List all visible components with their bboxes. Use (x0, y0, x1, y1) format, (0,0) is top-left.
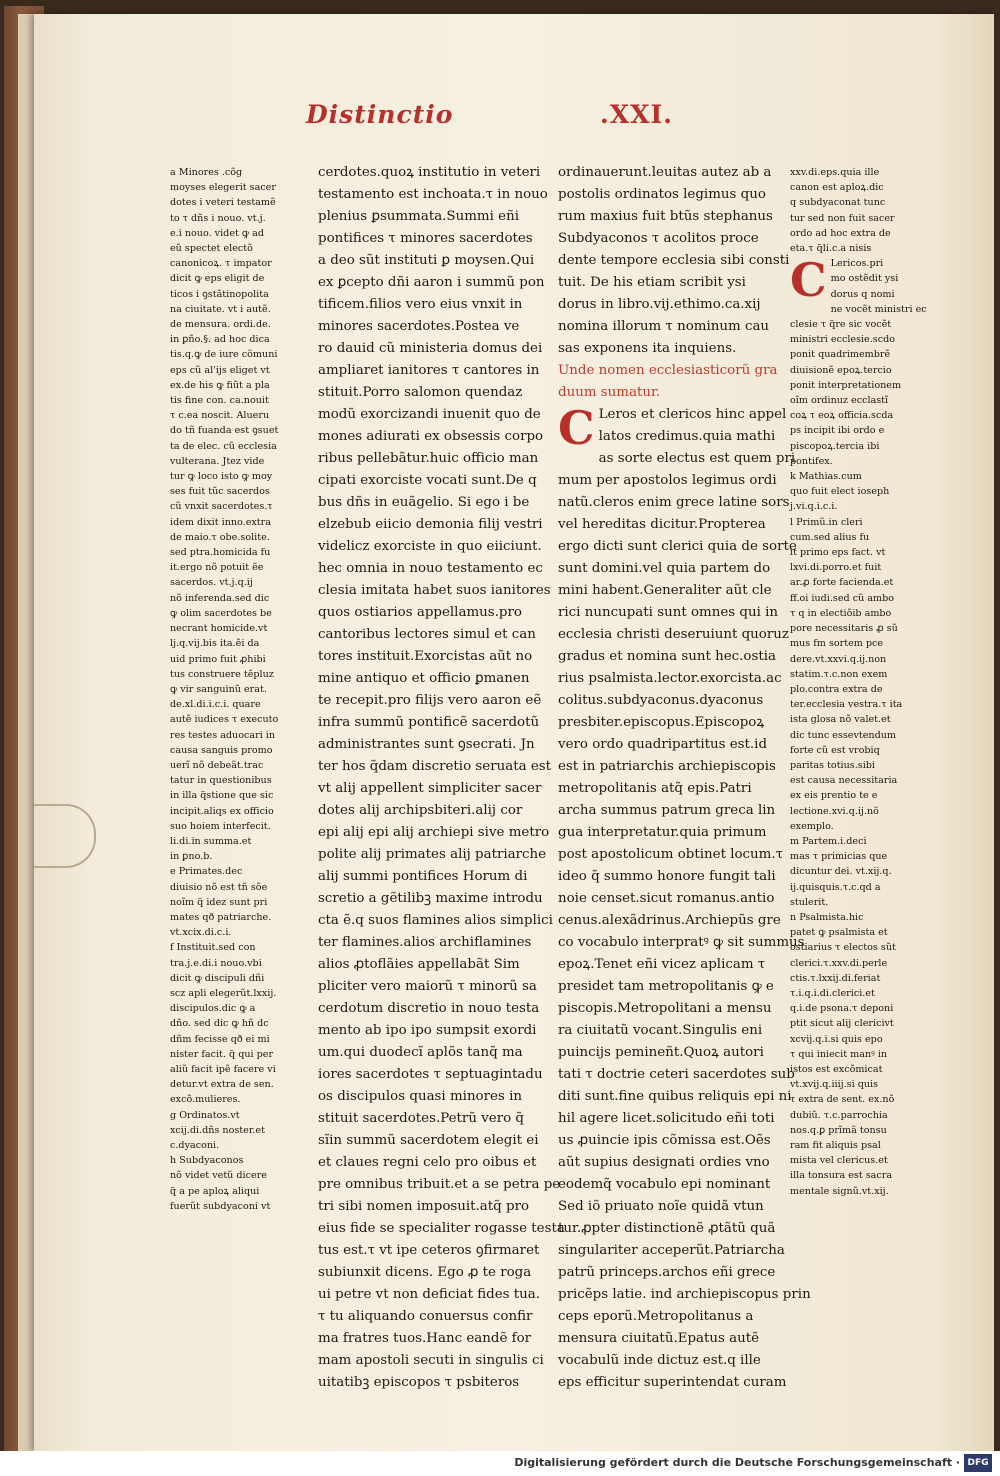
text-line: videlicz exorciste in quo eiiciunt. (318, 539, 542, 554)
gloss-line: dñm fecisse qð ei mi (170, 1033, 270, 1045)
text-line: ter hos q̃dam discretio seruata est (318, 759, 551, 774)
text-line: tus est.τ vt ipe ceteros ꝯfirmaret (318, 1243, 540, 1258)
text-line: sas exponens ita inquiens. (558, 341, 737, 356)
text-line: diti sunt.fine quibus reliquis epi ni (558, 1089, 792, 1104)
text-line: ecclesia christi deseruiunt quoruz (558, 627, 789, 642)
gloss-line: to τ dñs i nouo. vt.j. (170, 212, 266, 224)
gloss-line: mista vel clericus.et (790, 1155, 888, 1167)
text-line: ceps eporũ.Metropolitanus a (558, 1309, 754, 1324)
text-line: Subdyaconos τ acolitos proce (558, 231, 759, 246)
text-line: ideo q̃ summo honore fungit tali (558, 869, 776, 884)
gloss-line: ticos i ꝯstãtinopolita (170, 288, 269, 300)
text-line: minores sacerdotes.Postea ve (318, 319, 520, 334)
footer-bar (0, 1451, 1000, 1476)
text-line: testamento est inchoata.τ in nouo (318, 187, 548, 202)
gloss-line: eũ spectet electõ (170, 243, 253, 255)
gloss-line: l Primũ.in cleri (790, 516, 863, 528)
text-line: metropolitanis atq̃ epis.Patri (558, 781, 752, 796)
gloss-line: de mensura. ordi.de. (170, 319, 271, 331)
gloss-line: statim.τ.c.non exem (790, 668, 888, 680)
gloss-line: τ c.ea noscit. Alueru (170, 410, 270, 422)
text-line: cerdotes.quoꝝ institutio in veteri (318, 165, 541, 180)
gloss-line: tur sed non fuit sacer (790, 212, 895, 224)
gloss-line: patet ꝙ psalmista et (790, 927, 888, 939)
text-line: as sorte electus est quem pri (598, 451, 796, 466)
text-line: archa summus patrum greca lin (558, 803, 776, 818)
text-line: mensura ciuitatũ.Epatus autẽ (558, 1331, 760, 1346)
text-line: um.qui duodecĩ aplõs tanq̃ ma (318, 1045, 523, 1060)
gloss-line: diuisio nõ est tñ sõe (170, 881, 268, 893)
gloss-line: idem dixit inno.extra (170, 516, 271, 528)
gloss-line: ij.quisquis.τ.c.qd a (790, 881, 881, 893)
text-line: tificem.filios vero eius vnxit in (318, 297, 523, 312)
gloss-line: xcij.di.dñs noster.et (170, 1124, 265, 1136)
text-line: nomina illorum τ nominum cau (558, 319, 770, 334)
gloss-line: ponit quadrimembrẽ (790, 349, 891, 361)
text-line: vero ordo quadripartitus est.id (558, 737, 768, 752)
text-line: scretio a gẽtilibꝫ maxime introdu (318, 891, 543, 906)
gloss-line: de.xl.di.i.c.i. quare (170, 699, 261, 711)
gloss-line: ꝙ olim sacerdotes be (170, 607, 272, 619)
gloss-line: fuerũt subdyaconi vt (170, 1200, 271, 1212)
rubric-heading (558, 360, 780, 404)
gloss-line: incipit.aliqs ex officio (170, 805, 274, 817)
gloss-line: li.di.in summa.et (170, 835, 252, 847)
gloss-line: τ extra de sent. ex.nõ (790, 1094, 895, 1106)
text-line: quos ostiarios appellamus.pro (318, 605, 522, 620)
text-line: os discipulos quasi minores in (318, 1089, 522, 1104)
running-head-right: .XXI. (600, 100, 673, 129)
binding-thread (34, 804, 96, 868)
gloss-line: exemplo. (790, 820, 834, 832)
text-line: eodemq̃ vocabulo epi nominant (558, 1177, 771, 1192)
text-line: cta ẽ.q suos flamines alios simplici (318, 913, 553, 928)
text-line: tuit. De his etiam scribit ysi (558, 275, 746, 290)
text-line: ribus pellebãtur.huic officio man (318, 451, 539, 466)
gloss-line: stulerit. (790, 896, 829, 908)
gloss-line: forte cũ est vrobiq (790, 744, 880, 756)
gloss-line: e.i nouo. videt ꝙ ad (170, 227, 265, 239)
gloss-line: mas τ primicias que (790, 851, 888, 863)
text-line: tores instituit.Exorcistas aũt no (318, 649, 533, 664)
gloss-line: ꝙ vir sanguinũ erat. (170, 683, 267, 695)
gloss-line: k Mathias.cum (790, 471, 862, 483)
text-line: epoꝝ.Tenet eñi vicez aplicam τ (558, 957, 766, 972)
text-line: presidet tam metropolitanis ꝙ e (558, 979, 774, 994)
text-line: aũt supius designati ordies vno (558, 1155, 770, 1170)
gloss-line: discipulos.dic ꝙ a (170, 1003, 256, 1015)
text-line: presbiter.episcopus.Episcopoꝝ (558, 715, 765, 730)
gloss-line: n Psalmista.hic (790, 911, 864, 923)
text-line: pricẽps latie. ind archiepiscopus prin (558, 1287, 811, 1302)
rubric-line: Unde nomen ecclesiasticorũ gra (558, 363, 778, 378)
gloss-line: dicit ꝙ eps eligit de (170, 273, 265, 285)
text-line: cerdotum discretio in nouo testa (318, 1001, 540, 1016)
text-line: pre omnibus tribuit.et a se petra pe (318, 1177, 561, 1192)
gloss-line: pore necessitaris ꝓ sũ (790, 623, 898, 635)
text-line: vocabulũ inde dictuz est.q ille (558, 1353, 761, 1368)
gloss-line: ff.oi iudi.sed cũ ambo (790, 592, 895, 604)
text-line: gradus et nomina sunt hec.ostia (558, 649, 777, 664)
text-line: a deo sũt instituti ꝑ moysen.Qui (318, 253, 535, 268)
text-line: tati τ doctrie ceteri sacerdotes sub (558, 1067, 795, 1082)
text-line: administrantes sunt ꝯsecrati. Jn (318, 737, 535, 752)
text-line: vt alij appellent simpliciter sacer (318, 781, 542, 796)
text-line: colitus.subdyaconus.dyaconus (558, 693, 764, 708)
running-head-left: Distinctio (306, 100, 454, 129)
gloss-line: causa sanguis promo (170, 744, 273, 756)
gloss-line: clerici.τ.xxv.di.perle (790, 957, 888, 969)
gloss-line: istos est excõmicat (790, 1063, 883, 1075)
gloss-line: ex.de his ꝙ fiũt a pla (170, 379, 270, 391)
gloss-line: vulterana. Jtez vide (170, 455, 265, 467)
gloss-line: nõ inferenda.sed dic (170, 592, 270, 604)
gloss-line: detur.vt extra de sen. (170, 1079, 274, 1091)
gloss-line: aliũ facit ipẽ facere vi (170, 1063, 276, 1075)
text-line: ma fratres tuos.Hanc eandẽ for (318, 1331, 532, 1346)
text-line: rum maxius fuit btũs stephanus (558, 209, 773, 224)
gloss-line: it.ergo nõ potuit ẽe (170, 562, 264, 574)
gloss-line: canonicoꝝ. τ impator (170, 258, 272, 270)
gloss-line: oĩm ordinuz ecclastĩ (790, 395, 889, 407)
gloss-line: dere.vt.xxvi.q.ij.non (790, 653, 887, 665)
gloss-line: nister facit. q̃ qui per (170, 1048, 274, 1060)
gloss-line: ps incipit ibi ordo e (790, 425, 885, 437)
gloss-line: ses fuit tũc sacerdos (170, 486, 270, 498)
text-line: dorus in libro.vij.ethimo.ca.xij (558, 297, 761, 312)
gloss-line: Lericos.pri (830, 258, 884, 270)
gloss-line: f Instituit.sed con (170, 942, 256, 954)
gloss-line: plo.contra extra de (790, 683, 883, 695)
gloss-line: τ q in electiõib ambo (790, 607, 892, 619)
text-line: vel hereditas dicitur.Propterea (558, 517, 766, 532)
text-line: piscopis.Metropolitani a mensu (558, 1001, 772, 1016)
text-line: plenius ꝑsummata.Summi eñi (318, 209, 519, 224)
gloss-line: cum.sed alius fu (790, 531, 870, 543)
gloss-line: tus construere tẽpluz (170, 668, 274, 680)
text-line: cantoribus lectores simul et can (318, 627, 536, 642)
text-line: eius fide se specialiter rogasse testa (318, 1221, 565, 1236)
text-line: singulariter acceperũt.Patriarcha (558, 1243, 785, 1258)
gloss-column-right (790, 165, 927, 1199)
gloss-line: paritas totius.sibi (790, 759, 875, 771)
gloss-line: ter.ecclesia vestra.τ ita (790, 699, 903, 711)
text-line: elzebub eiicio demonia filij vestri (318, 517, 543, 532)
text-line: modũ exorcizandi inuenit quo de (318, 407, 541, 422)
text-line: dente tempore ecclesia sibi consti (558, 253, 790, 268)
text-line: rici nuncupati sunt omnes qui in (558, 605, 779, 620)
dfg-logo: DFG (964, 1454, 992, 1472)
gloss-column-right-body (790, 253, 927, 1199)
gloss-line: mates qð patriarche. (170, 911, 272, 923)
text-line: tri sibi nomen imposuit.atq̃ pro (318, 1199, 530, 1214)
gloss-line: mus fm sortem pce (790, 638, 884, 650)
gloss-line: res testes aduocari in (170, 729, 276, 741)
text-line: mini habent.Generaliter aũt cle (558, 583, 772, 598)
gloss-line: c.dyaconi. (170, 1140, 220, 1151)
text-line: te recepit.pro filijs vero aaron eẽ (318, 693, 542, 708)
text-line: post apostolicum obtinet locum.τ (558, 847, 784, 862)
gloss-line: g Ordinatos.vt (170, 1109, 240, 1121)
text-line: subiunxit dicens. Ego ꝓ te roga (318, 1265, 532, 1280)
text-line: ergo dicti sunt clerici quia de sorte (558, 539, 797, 554)
text-line: et claues regni celo pro oibus et (318, 1155, 537, 1170)
text-line: ex ꝑcepto dñi aaron i summũ pon (318, 275, 545, 290)
text-line: Leros et clericos hinc appel (598, 407, 787, 422)
gloss-line: autẽ iudices τ executo (170, 714, 279, 726)
gloss-line: mentale signũ.vt.xij. (790, 1185, 889, 1197)
gloss-line: ram fit aliquis psal (790, 1140, 881, 1151)
gloss-line: excõ.mulieres. (170, 1094, 241, 1106)
gloss-line: noĩm q̃ idez sunt pri (170, 896, 268, 908)
gloss-line: tis fine con. ca.nouit (170, 395, 269, 407)
text-line: est in patriarchis archiepiscopis (558, 759, 776, 774)
gloss-line: sacerdos. vt.j.q.ij (170, 577, 253, 589)
text-line: co vocabulo interpratꝰ ꝙ sit summus (558, 935, 805, 950)
text-line: eps efficitur superintendat curam (558, 1375, 787, 1390)
text-line: hec omnia in nouo testamento ec (318, 561, 543, 576)
text-line: noie censet.sicut romanus.antio (558, 891, 775, 906)
gloss-line: xcvij.q.i.si quis epo (790, 1033, 883, 1045)
text-line: sĩin summũ sacerdotem elegit ei (318, 1133, 539, 1148)
gloss-line: sed ptra.homicida fu (170, 547, 271, 559)
gloss-column-right-top (790, 165, 912, 256)
text-line: cipati exorciste vocati sunt.De q (318, 473, 537, 488)
gloss-line: dorus q nomi (830, 288, 895, 300)
text-line: stituit sacerdotes.Petrũ vero q̃ (318, 1111, 524, 1126)
gloss-line: uerĩ nõ debeãt.trac (170, 759, 264, 771)
gloss-line: lj.q.vij.bis ita.ẽi da (170, 638, 260, 650)
gloss-line: in ꝑno.b. (170, 851, 213, 863)
gloss-line: j.vi.q.i.c.i. (790, 501, 838, 513)
text-line: cenus.alexãdrinus.Archiepũs gre (558, 913, 781, 928)
gloss-line: tatur in questionibus (170, 775, 272, 787)
gloss-line: mo ostẽdit ysi (830, 273, 899, 285)
text-line: hil agere licet.solicitudo eñi toti (558, 1111, 775, 1126)
gloss-line: quo fuit elect ioseph (790, 486, 890, 498)
text-line: infra summũ pontificẽ sacerdotũ (318, 715, 540, 730)
gloss-line: clesie τ q̃re sic vocẽt (790, 319, 892, 331)
gloss-line: τ qui iniecit manꝰ in (790, 1048, 888, 1060)
gloss-line: ex eis prentio te e (790, 790, 878, 802)
gloss-line: ista glosa nõ valet.et (790, 714, 891, 726)
gloss-line: ta de elec. cũ ecclesia (170, 440, 277, 452)
gloss-line: est causa necessitaria (790, 775, 898, 787)
gloss-line: dotes i veteri testamẽ (170, 197, 276, 209)
text-line: ra ciuitatũ vocant.Singulis eni (558, 1023, 763, 1038)
text-line: rius psalmista.lector.exorcista.ac (558, 671, 782, 686)
text-line: patrũ princeps.archos eñi grece (558, 1265, 776, 1280)
text-line: ordinauerunt.leuitas autez ab a (558, 165, 772, 180)
text-line: clesia imitata habet suos ianitores (318, 583, 551, 598)
gloss-line: do tñ fuanda est ꝯsuet (170, 425, 279, 437)
text-line: stituit.Porro salomon quendaz (318, 385, 523, 400)
gloss-line: q.i.de psona.τ deponi (790, 1003, 894, 1015)
gloss-line: ministri ecclesie.scdo (790, 334, 895, 346)
decorated-initial-gloss: C (790, 253, 827, 308)
text-line: τ tu aliquando conuersus confir (318, 1309, 533, 1324)
gloss-line: in illa q̃stione que sic (170, 790, 274, 802)
text-line: uitatibꝫ episcopos τ psbiteros (318, 1375, 520, 1390)
text-line: polite alij primates alij patriarche (318, 847, 547, 862)
gloss-line: suo hoiem interfecit. (170, 820, 271, 832)
gloss-line: τ.i.q.i.di.clerici.et (790, 987, 875, 999)
text-line: alios ꝓtoflãies appellabãt Sim (318, 957, 520, 972)
gloss-line: coꝝ τ eoꝝ officia.scda (790, 410, 894, 422)
text-column-right-top (558, 162, 790, 360)
text-line: postolis ordinatos legimus quo (558, 187, 766, 202)
gloss-line: tis.q.ꝙ de iure cõmuni (170, 349, 278, 361)
gloss-line: na ciuitate. vt i autẽ. (170, 303, 271, 315)
gloss-line: moyses elegerit sacer (170, 182, 276, 194)
gloss-line: in ꝑño.§. ad hoc dica (170, 334, 270, 346)
text-line: dotes alij archipsbiteri.alij cor (318, 803, 523, 818)
gloss-line: dubiũ. τ.c.parrochia (790, 1109, 888, 1121)
text-line: gua interpretatur.quia primum (558, 825, 767, 840)
text-line: ter flamines.alios archiflamines (318, 935, 532, 950)
gloss-line: ne vocẽt ministri ec (830, 303, 927, 315)
gloss-line: xxv.di.eps.quia ille (790, 167, 880, 178)
text-line: mine antiquo et officio ꝑmanen (318, 671, 530, 686)
text-line: pliciter vero maiorũ τ minorũ sa (318, 979, 537, 994)
gloss-line: dicuntur dei. vt.xij.q. (790, 866, 892, 878)
text-line: mum per apostolos legimus ordi (558, 473, 777, 488)
text-line: epi alij epi alij archiepi sive metro (318, 825, 550, 840)
gloss-line: ar.ꝓ forte facienda.et (790, 577, 894, 589)
text-line: iores sacerdotes τ septuagintadu (318, 1067, 543, 1082)
text-column-left (318, 162, 565, 1394)
gloss-line: diuisionẽ epoꝝ.tercio (790, 364, 892, 376)
gloss-line: piscopoꝝ.tercia ibi (790, 440, 880, 452)
text-line: pontifices τ minores sacerdotes (318, 231, 533, 246)
text-line: mam apostoli secuti in singulis ci (318, 1353, 544, 1368)
gloss-line: dño. sed dic ꝙ hñ dc (170, 1018, 269, 1030)
gloss-line: tur ꝙ loco isto ꝙ moy (170, 471, 273, 483)
text-line: mones adiurati ex obsessis corpo (318, 429, 544, 444)
gloss-line: ptit sicut alij clericivt (790, 1018, 894, 1030)
gloss-line: ordo ad hoc extra de (790, 227, 891, 239)
gloss-line: vt.xvij.q.iiij.si quis (790, 1079, 879, 1091)
gloss-line: necrant homicide.vt (170, 623, 268, 635)
gloss-line: lxvi.di.porro.et fuit (790, 562, 882, 574)
rubric-line: duum sumatur. (558, 385, 661, 400)
gloss-line: e Primates.dec (170, 866, 243, 878)
text-line: natũ.cleros enim grece latine sors (558, 495, 790, 510)
text-line: puincijs pemineñt.Quoꝝ autori (558, 1045, 764, 1060)
footer-credit: Digitalisierung gefördert durch die Deutsche Forschungsgemeinschaft · (514, 1456, 960, 1469)
text-line: ampliaret ianitores τ cantores in (318, 363, 540, 378)
gloss-line: canon est aploꝝ.dic (790, 182, 884, 194)
text-line: ro dauid cũ ministeria domus dei (318, 341, 543, 356)
gloss-line: vt.xcix.di.c.i. (170, 927, 232, 939)
gloss-line: nõ videt vetũ dicere (170, 1170, 267, 1182)
text-line: us ꝓuincie ipis cõmissa est.Oẽs (558, 1133, 771, 1148)
text-line: Sed iõ priuato noĩe quidã vtun (558, 1199, 764, 1214)
gloss-line: q̃ a pe aploꝝ aliqui (170, 1185, 260, 1197)
text-line: mento ab ipo ipo sumpsit exordi (318, 1023, 537, 1038)
gloss-line: ponit interpretationem (790, 379, 902, 391)
gloss-line: illa tonsura est sacra (790, 1170, 893, 1182)
text-line: tur.ꝓpter distinctionẽ ꝓtãtũ quã (558, 1221, 776, 1236)
gloss-line: a Minores .cõg (170, 167, 243, 178)
gloss-line: nos.q.ꝑ prĩmã tonsu (790, 1124, 887, 1136)
gloss-line: q subdyaconat tunc (790, 197, 886, 209)
gloss-line: h Subdyaconos (170, 1155, 244, 1167)
gloss-column-left (170, 165, 312, 1214)
gloss-line: ostiarius τ electos sũt (790, 942, 896, 954)
text-line: ui petre vt non deficiat fides tua. (318, 1287, 541, 1302)
text-line: latos credimus.quia mathi (598, 429, 776, 444)
gloss-line: eta.τ q̃li.c.a nisis (790, 243, 872, 255)
gloss-line: tra.j.e.di.i nouo.vbi (170, 957, 262, 969)
gloss-line: ctis.τ.lxxij.di.feriat (790, 972, 881, 984)
gloss-line: cũ vnxit sacerdotes.τ (170, 501, 273, 513)
gloss-line: lectione.xvi.q.ij.nõ (790, 805, 879, 817)
text-line: bus dñs in euãgelio. Si ego i be (318, 495, 530, 510)
gloss-line: m Partem.i.deci (790, 835, 867, 847)
text-line: sunt domini.vel quia partem do (558, 561, 771, 576)
gloss-line: it primo eps fact. vt (790, 547, 886, 559)
text-line: alij summi pontifices Horum di (318, 869, 528, 884)
gloss-line: scz apli elegerũt.lxxij. (170, 987, 277, 999)
decorated-initial: C (558, 401, 595, 455)
gloss-line: pontifex. (790, 455, 833, 467)
gloss-line: de maio.τ obe.solite. (170, 531, 270, 543)
gloss-line: uid primo fuit ꝓhibi (170, 653, 266, 665)
gloss-line: eps cũ al'ijs eliget vt (170, 364, 270, 376)
gloss-line: dic tunc essevtendum (790, 729, 897, 741)
gloss-line: dicit ꝙ discipuli dñi (170, 972, 265, 984)
